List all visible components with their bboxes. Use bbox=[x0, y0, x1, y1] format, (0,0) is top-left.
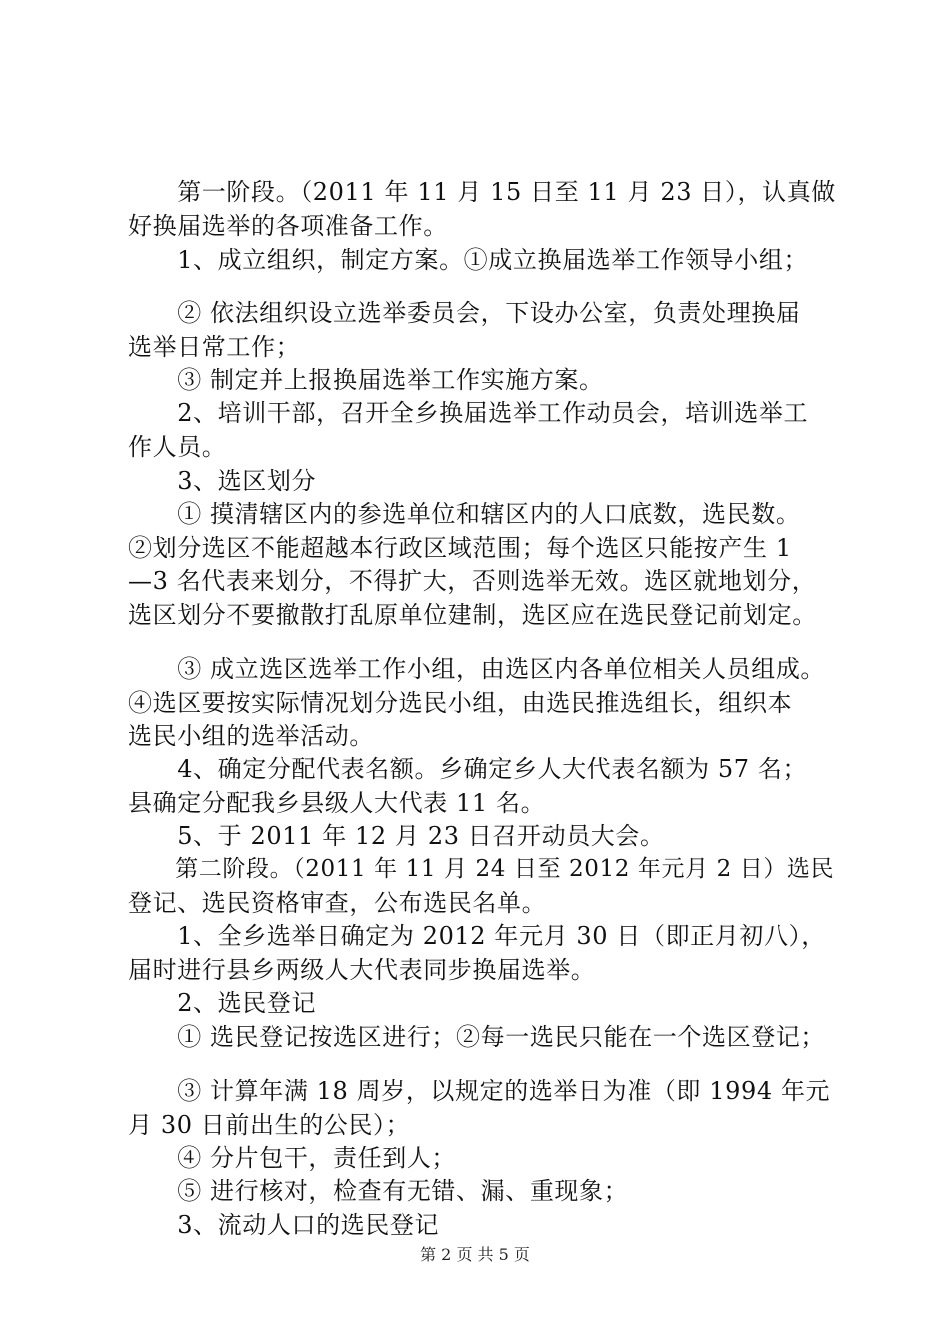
text-line: ③ 制定并上报换届选举工作实施方案。 bbox=[128, 366, 604, 394]
text-line: 县确定分配我乡县级人大代表 11 名。 bbox=[128, 789, 546, 817]
text-line: ⑤ 进行核对，检查有无错、漏、重现象； bbox=[128, 1177, 629, 1205]
text-line: ① 摸清辖区内的参选单位和辖区内的人口底数，选民数。 bbox=[128, 500, 801, 528]
text-line: 好换届选举的各项准备工作。 bbox=[128, 212, 448, 240]
text-line: 登记、选民资格审查，公布选民名单。 bbox=[128, 889, 547, 917]
text-line: 1、全乡选举日确定为 2012 年元月 30 日（即正月初八）， bbox=[128, 922, 826, 950]
text-line: 4、确定分配代表名额。乡确定乡人大代表名额为 57 名； bbox=[128, 755, 808, 783]
text-line: 选民小组的选举活动。 bbox=[128, 722, 374, 750]
page-number-footer: 第 2 页 共 5 页 bbox=[420, 1245, 530, 1264]
text-line: 选举日常工作； bbox=[128, 333, 301, 361]
text-line: 月 30 日前出生的公民）； bbox=[128, 1111, 411, 1139]
text-line: 5、于 2011 年 12 月 23 日召开动员大会。 bbox=[128, 822, 665, 850]
text-line: 选区划分不要撤散打乱原单位建制，选区应在选民登记前划定。 bbox=[128, 601, 817, 629]
text-line: ① 选民登记按选区进行；②每一选民只能在一个选区登记； bbox=[128, 1023, 826, 1051]
text-line: 2、培训干部，召开全乡换届选举工作动员会，培训选举工 bbox=[128, 399, 809, 427]
text-line: 届时进行县乡两级人大代表同步换届选举。 bbox=[128, 956, 596, 984]
text-line: ② 依法组织设立选举委员会，下设办公室，负责处理换届 bbox=[128, 299, 801, 327]
text-line: 2、选民登记 bbox=[128, 989, 317, 1017]
text-line: ④选区要按实际情况划分选民小组，由选民推选组长，组织本 bbox=[128, 689, 793, 717]
text-line: 第二阶段。（2011 年 11 月 24 日至 2012 年元月 2 日）选民 bbox=[128, 856, 835, 882]
text-line: ③ 成立选区选举工作小组，由选区内各单位相关人员组成。 bbox=[128, 655, 826, 683]
text-line: 第一阶段。（2011 年 11 月 15 日至 11 月 23 日），认真做 bbox=[128, 178, 836, 206]
text-line: 1、成立组织，制定方案。①成立换届选举工作领导小组； bbox=[128, 246, 809, 274]
text-line: 3、选区划分 bbox=[128, 467, 317, 495]
text-line: 3、流动人口的选民登记 bbox=[128, 1211, 440, 1239]
text-line: —3 名代表来划分，不得扩大，否则选举无效。选区就地划分， bbox=[128, 567, 817, 595]
text-line: ②划分选区不能超越本行政区域范围；每个选区只能按产生 1 bbox=[128, 534, 792, 562]
text-line: ③ 计算年满 18 周岁，以规定的选举日为准（即 1994 年元 bbox=[128, 1077, 831, 1105]
text-line: 作人员。 bbox=[128, 433, 227, 461]
text-line: ④ 分片包干，责任到人； bbox=[128, 1144, 457, 1172]
